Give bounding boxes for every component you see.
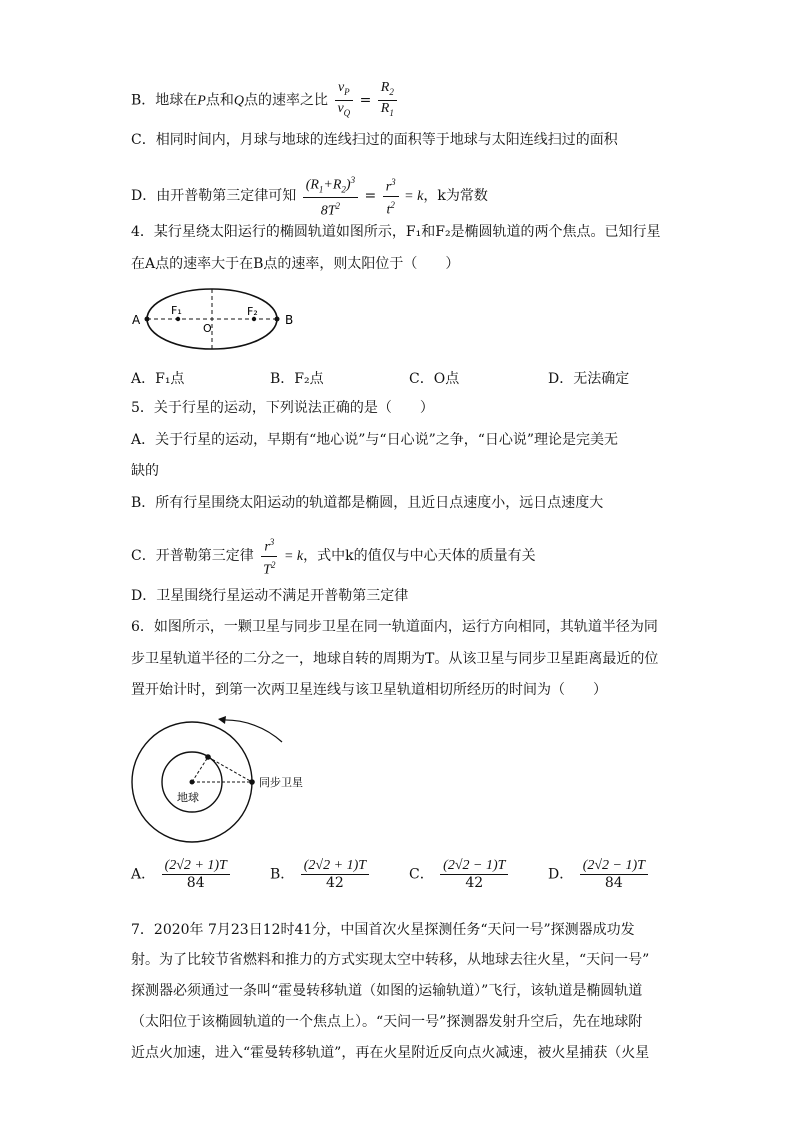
label-earth: 地球 bbox=[177, 791, 199, 804]
q7-stem-line-1: 7．2020年 7月23日12时41分，中国首次火星探测任务“天问一号”探测器成功发 bbox=[131, 922, 635, 938]
kepler-formula-fraction-2: $\frac{r^3}{t^2}$ bbox=[383, 174, 399, 218]
q4-stem-line-2: 在A点的速率大于在B点的速率，则太阳位于（ ） bbox=[131, 256, 460, 272]
label-o: O bbox=[203, 322, 212, 335]
q4-option-c[interactable]: C．O点 bbox=[409, 371, 460, 387]
label-b: B bbox=[285, 313, 294, 327]
satellite-dot bbox=[205, 754, 211, 760]
q7-stem-line-3: 探测器必须通过一条叫“霍曼转移轨道（如图的运输轨道）”飞行，该轨道是椭圆轨道 bbox=[131, 983, 643, 999]
ellipse-orbit-diagram bbox=[128, 286, 308, 356]
q6-option-b[interactable]: B． $\frac{(2√2 + 1)T}{42}$ bbox=[270, 858, 371, 891]
q6-option-a[interactable]: A． $\frac{(2√2 + 1)T}{84}$ bbox=[131, 858, 232, 891]
q6-stem-line-1: 6．如图所示，一颗卫星与同步卫星在同一轨道面内，运行方向相同，其轨道半径为同 bbox=[131, 619, 658, 635]
kepler-r3-t2-fraction: $\frac{r^3}{T^2}$ bbox=[260, 534, 278, 578]
label-sync-satellite: 同步卫星 bbox=[259, 776, 303, 789]
ratio-vp-vq: $\frac{v_P}{v_Q}$ bbox=[334, 80, 353, 121]
point-p: P bbox=[197, 93, 206, 109]
q4-option-b[interactable]: B．F₂点 bbox=[270, 371, 324, 387]
kepler-formula-fraction-1: $\frac{(R_1+R_2)^3}{8T^2}$ bbox=[303, 172, 358, 220]
q3-option-b: B．地球在P点和Q点的速率之比 $\frac{v_P}{v_Q}$ = $\frac{R_2}{R_1}$ bbox=[131, 80, 399, 121]
sync-satellite-dot bbox=[249, 779, 255, 785]
ratio-r2-r1: $\frac{R_2}{R_1}$ bbox=[378, 80, 397, 121]
q6-stem-line-2: 步卫星轨道半径的二分之一，地球自转的周期为T。从该卫星与同步卫星距离最近的位 bbox=[131, 651, 659, 667]
q4-stem-line-1: 4．某行星绕太阳运行的椭圆轨道如图所示，F₁和F₂是椭圆轨道的两个焦点。已知行星 bbox=[131, 224, 661, 240]
q5-option-a-line-2: 缺的 bbox=[131, 463, 159, 479]
satellite-orbit-diagram bbox=[130, 712, 320, 847]
q5-option-b[interactable]: B．所有行星围绕太阳运动的轨道都是椭圆，且近日点速度小，远日点速度大 bbox=[131, 495, 604, 511]
q7-stem-line-2: 射。为了比较节省燃料和推力的方式实现太空中转移，从地球去往火星，“天问一号” bbox=[131, 952, 650, 968]
q5-stem: 5．关于行星的运动，下列说法正确的是（ ） bbox=[131, 400, 434, 416]
q7-stem-line-4: （太阳位于该椭圆轨道的一个焦点上）。“天问一号”探测器发射升空后，先在地球附 bbox=[131, 1014, 643, 1030]
q4-option-a[interactable]: A．F₁点 bbox=[131, 371, 185, 387]
point-q: Q bbox=[233, 93, 244, 109]
q6-option-c[interactable]: C． $\frac{(2√2 - 1)T}{42}$ bbox=[409, 858, 510, 891]
label-f2: F₂ bbox=[247, 305, 258, 318]
q6-stem-line-3: 置开始计时，到第一次两卫星连线与该卫星轨道相切所经历的时间为（ ） bbox=[131, 682, 607, 698]
q6-option-d[interactable]: D． $\frac{(2√2 - 1)T}{84}$ bbox=[548, 858, 650, 891]
q5-option-c[interactable]: C．开普勒第三定律 $\frac{r^3}{T^2}$ = k，式中k的值仅与中心天体的质量有关 bbox=[131, 534, 536, 578]
q4-option-d[interactable]: D．无法确定 bbox=[548, 371, 630, 387]
label-a: A bbox=[132, 313, 141, 327]
q7-stem-line-5: 近点火加速，进入“霍曼转移轨道”，再在火星附近反向点火减速，被火星捕获（火星 bbox=[131, 1045, 650, 1061]
label-f1: F₁ bbox=[171, 304, 182, 317]
q5-option-d[interactable]: D．卫星围绕行星运动不满足开普勒第三定律 bbox=[131, 588, 409, 604]
q5-option-a-line-1[interactable]: A．关于行星的运动，早期有“地心说”与“日心说”之争，“日心说”理论是完美无 bbox=[131, 432, 619, 448]
q3-option-c: C．相同时间内，月球与地球的连线扫过的面积等于地球与太阳连线扫过的面积 bbox=[131, 132, 618, 148]
q3-option-d: D．由开普勒第三定律可知 $\frac{(R_1+R_2)^3}{8T^2}$ = $\frac{r^3}{t^2}$ = k，k为常数 bbox=[131, 172, 488, 220]
rotation-arrow bbox=[222, 720, 282, 742]
